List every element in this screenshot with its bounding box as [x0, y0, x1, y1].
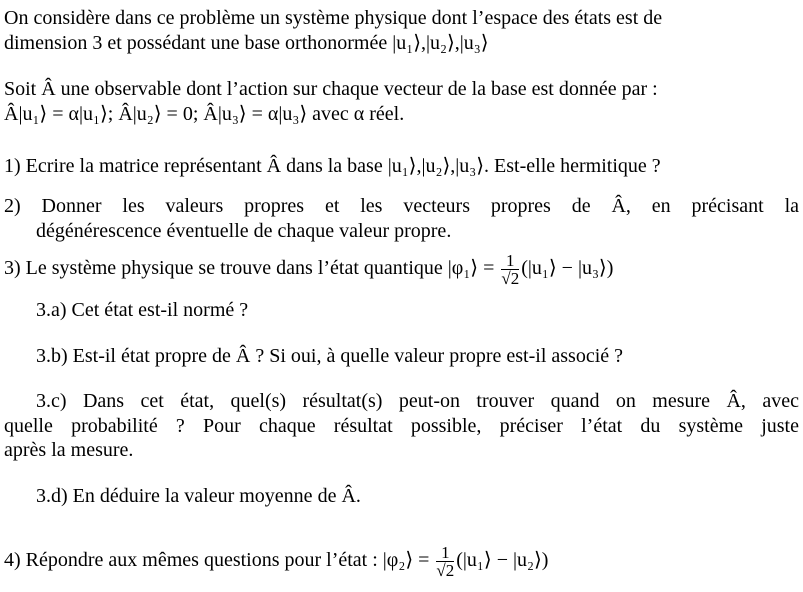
fraction-numerator: 1 [501, 252, 519, 270]
intro-line-1: On considère dans ce problème un système physique dont l’espace des états est de [4, 7, 663, 29]
question-3 [4, 252, 799, 287]
intro-line-2: dimension 3 et possédant une base orthonormée |u₁⟩,|u₂⟩,|u₃⟩ [4, 32, 489, 54]
question-2-line-2: dégénérescence éventuelle de chaque valeur propre. [36, 220, 452, 242]
fraction-denominator: √2 [501, 269, 520, 288]
question-3c-line-2: quelle probabilité ? Pour chaque résultat possible, préciser l’état du système juste [4, 415, 799, 437]
observable-line-1: Soit Â une observable dont l’action sur chaque vecteur de la base est donnée par : [4, 78, 658, 100]
question-3c-line-1: 3.c) Dans cet état, quel(s) résultat(s) peut-on trouver quand on mesure Â, avec [36, 390, 799, 412]
question-3b: 3.b) Est-il état propre de Â ? Si oui, à quelle valeur propre est-il associé ? [36, 345, 624, 367]
question-3-state: (|u₁⟩ − |u₃⟩) [521, 257, 614, 280]
question-3a: 3.a) Cet état est-il normé ? [36, 299, 249, 321]
fraction [501, 252, 519, 287]
question-1: 1) Ecrire la matrice représentant Â dans la base |u₁⟩,|u₂⟩,|u₃⟩. Est-elle hermitique ? [4, 155, 661, 177]
question-4-state: (|u₁⟩ − |u₂⟩) [456, 549, 549, 572]
question-3-text: 3) Le système physique se trouve dans l’état quantique |φ₁⟩ = [4, 257, 495, 280]
question-4 [4, 544, 799, 579]
fraction [436, 544, 454, 579]
question-2-line-1: 2) Donner les valeurs propres et les vecteurs propres de Â, en précisant la [4, 195, 799, 217]
question-3d: 3.d) En déduire la valeur moyenne de Â. [36, 485, 361, 507]
question-4-text: 4) Répondre aux mêmes questions pour l’état : |φ₂⟩ = [4, 549, 430, 572]
question-3c-line-3: après la mesure. [4, 439, 134, 461]
fraction-denominator: √2 [436, 561, 455, 580]
observable-definition: Â|u₁⟩ = α|u₁⟩; Â|u₂⟩ = 0; Â|u₃⟩ = α|u₃⟩ avec α réel. [4, 103, 405, 125]
fraction-numerator: 1 [436, 544, 454, 562]
